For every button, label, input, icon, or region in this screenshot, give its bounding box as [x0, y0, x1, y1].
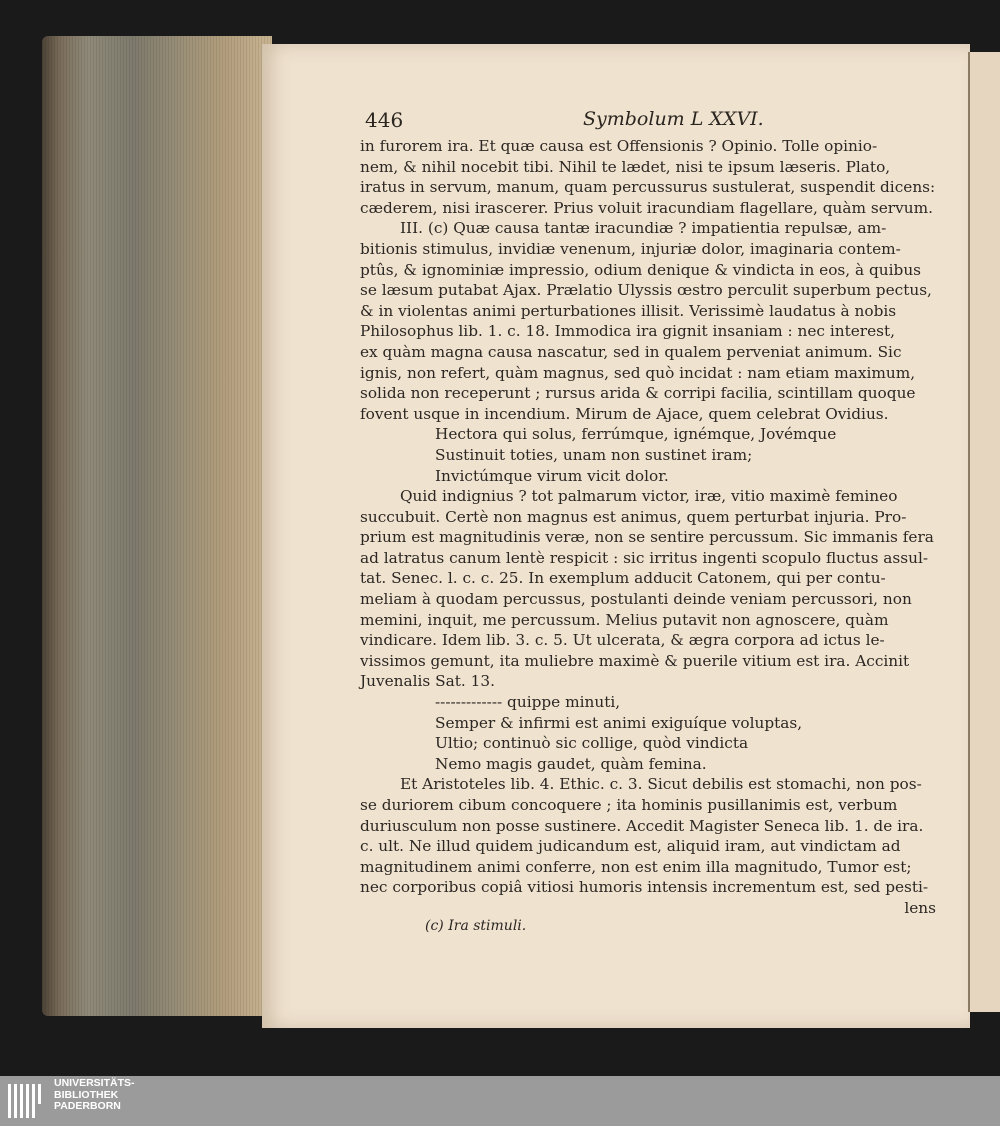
text-line: vissimos gemunt, ita muliebre maximè & puerile vitium est ira. Accinit	[360, 651, 910, 670]
text-line: duriusculum non posse sustinere. Accedit Magister Seneca lib. 1. de ira.	[360, 816, 924, 835]
text-line: ignis, non refert, quàm magnus, sed quò incidat : nam etiam maximum,	[360, 363, 916, 382]
book-fore-edge	[42, 36, 272, 1016]
text-line: solida non receperunt ; rursus arida & corripi facilia, scintillam quoque	[360, 384, 916, 403]
text-line: ptûs, & ignominiæ impressio, odium denique & vindicta in eos, à quibus	[360, 260, 922, 279]
text-line: succubuit. Certè non magnus est animus, quem perturbat injuria. Pro-	[360, 507, 907, 526]
text-line: III. (c) Quæ causa tantæ iracundiæ ? impatientia repulsæ, am-	[400, 219, 887, 238]
page-header	[365, 108, 945, 136]
text-line: iratus in servum, manum, quam percussurus sustulerat, suspendit dicens:	[360, 178, 936, 197]
text-line: Juvenalis Sat. 13.	[360, 672, 495, 691]
verse-line: Nemo magis gaudet, quàm femina.	[435, 754, 707, 773]
text-line: cæderem, nisi irascerer. Prius voluit iracundiam flagellare, quàm servum.	[360, 198, 933, 217]
text-line: magnitudinem animi conferre, non est enim illa magnitudo, Tumor est;	[360, 857, 912, 876]
body-text	[360, 136, 936, 919]
verse-line: Ultio; continuò sic collige, quòd vindicta	[435, 734, 749, 753]
verse-line: Semper & infirmi est animi exiguíque voluptas,	[435, 713, 803, 732]
text-line: in furorem ira. Et quæ causa est Offensionis ? Opinio. Tolle opinio-	[360, 137, 878, 155]
text-line: nec corporibus copiâ vitiosi humoris intensis incrementum est, sed pesti-	[360, 878, 929, 897]
verse-line: ------------- quippe minuti,	[435, 693, 621, 712]
facing-page-edge	[968, 52, 1000, 1012]
footnote: (c) Ira stimuli.	[425, 918, 527, 934]
text-line: & in violentas animi perturbationes illisit. Verissimè laudatus à nobis	[360, 301, 897, 320]
running-head: Symbolum L XXVI.	[583, 108, 764, 130]
page-number: 446	[365, 108, 404, 132]
text-line: Et Aristoteles lib. 4. Ethic. c. 3. Sicut debilis est stomachi, non pos-	[400, 775, 922, 794]
text-line: tat. Senec. l. c. c. 25. In exemplum adducit Catonem, qui per contu-	[360, 569, 886, 588]
text-line: bitionis stimulus, invidiæ venenum, injuriæ dolor, imaginaria contem-	[360, 239, 901, 258]
text-line: fovent usque in incendium. Mirum de Ajace, quem celebrat Ovidius.	[360, 404, 889, 423]
text-line: se læsum putabat Ajax. Prælatio Ulyssis œstro perculit superbum pectus,	[360, 281, 932, 300]
library-name	[54, 1078, 194, 1113]
library-name-line: UNIVERSITÄTS-	[54, 1077, 135, 1089]
library-name-line: PADERBORN	[54, 1100, 121, 1112]
text-line: ex quàm magna causa nascatur, sed in qualem perveniat animum. Sic	[360, 342, 902, 361]
book-edge-texture	[42, 36, 272, 1016]
library-logo-icon	[6, 1080, 48, 1122]
text-line: se duriorem cibum concoquere ; ita hominis pusillanimis est, verbum	[360, 796, 898, 814]
text-line: prium est magnitudinis veræ, non se sentire percussum. Sic immanis fera	[360, 528, 934, 547]
verse-line: Hectora qui solus, ferrúmque, ignémque, Jovémque	[435, 425, 837, 444]
text-line: nem, & nihil nocebit tibi. Nihil te lædet, nisi te ipsum læseris. Plato,	[360, 157, 891, 176]
text-line: Quid indignius ? tot palmarum victor, iræ, vitio maximè femineo	[400, 487, 898, 506]
catchword: lens	[904, 898, 936, 917]
text-line: memini, inquit, me percussum. Melius putavit non agnoscere, quàm	[360, 610, 889, 629]
text-line: meliam à quodam percussus, postulanti deinde veniam percussori, non	[360, 590, 912, 609]
text-line: vindicare. Idem lib. 3. c. 5. Ut ulcerata, & ægra corpora ad ictus le-	[360, 631, 885, 650]
text-line: ad latratus canum lentè respicit : sic irritus ingenti scopulo fluctus assul-	[360, 548, 929, 567]
library-name-line: BIBLIOTHEK	[54, 1088, 119, 1101]
text-line: Philosophus lib. 1. c. 18. Immodica ira gignit insaniam : nec interest,	[360, 322, 896, 341]
text-line: c. ult. Ne illud quidem judicandum est, aliquid iram, aut vindictam ad	[360, 837, 901, 856]
verse-line: Sustinuit toties, unam non sustinet iram;	[435, 445, 753, 464]
verse-line: Invictúmque virum vicit dolor.	[435, 466, 669, 485]
